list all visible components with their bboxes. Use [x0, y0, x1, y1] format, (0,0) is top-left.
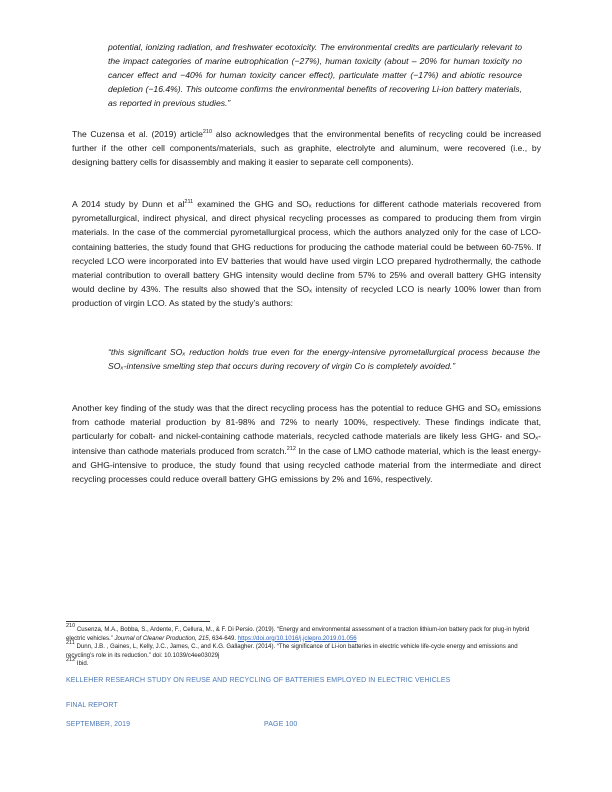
footnotes [66, 623, 546, 669]
footnote-ref-210[interactable]: 210 [202, 129, 213, 135]
footnote-number: 210 [66, 623, 76, 629]
footnote-pages: , 634-649. [208, 634, 238, 642]
footnote-210 [66, 623, 546, 643]
footnote-doi-link[interactable]: https://doi.org/10.1016/j.jclepro.2019.01.056 [237, 634, 357, 642]
page-number: PAGE 100 [264, 721, 298, 728]
quote-text: “this significant SOₓ reduction holds true even for the energy-intensive pyrometallurgical process because the SOₓ-intensive smelting step that occurs during recovery of virgin Co is completely avoided.” [108, 347, 540, 372]
footer-title: KELLEHER RESEARCH STUDY ON REUSE AND RECYCLING OF BATTERIES EMPLOYED IN ELECTRIC VEHICLES [66, 677, 451, 684]
footnote-text: Dunn, J.B. , Gaines, L, Kelly, J.C., James, C., and K.G. Gallagher. (2014). “The significance of Li-ion batteries in electric vehicle life-cycle energy and emissions and recycling’s role in its reduction.” doi: 10.1039/c4ee03029j [66, 643, 518, 659]
paragraph-text: In the case of LMO cathode material, which is the least energy- and GHG-intensive to produce, the study found that using recycled cathode material from the intermediate and direct recycling processes could reduce overall battery GHG emissions by 2% and 16%, respectively. [72, 445, 541, 485]
footnote-divider [66, 621, 210, 622]
footnote-ref-211[interactable]: 211 [184, 199, 194, 205]
footnote-journal: Journal of Cleaner Production, 215 [114, 634, 209, 642]
paragraph-dunn-study [72, 197, 541, 311]
block-quote-environmental-credits [108, 40, 522, 110]
footnote-text: Ibid. [75, 660, 89, 668]
footer-date-page [66, 721, 298, 728]
footnote-number: 211 [66, 640, 75, 647]
footnote-ref-212[interactable]: 212 [286, 445, 296, 452]
paragraph-text: examined the GHG and SOₓ reductions for different cathode materials recovered from pyrometallurgical, indirect physical, and direct physical recycling processes as compared to producing them from virgin materials. In the case of the commercial pyrometallurgical process, which the authors analyzed only for the case of LCO-containing batteries, the study found that GHG reductions for producing the cathode material could be between 60-75%. If recycled LCO were incorporated into EV batteries that would have used virgin LCO prepared hydrothermally, the cathode material contribution to overall battery GHG intensity would decline from 57% to 25% and overall battery GHG intensity would decline by 43%. The results also showed that the SOₓ intensity of recycled LCO is nearly 100% lower than from production of virgin LCO. As stated by the study’s authors: [72, 199, 541, 309]
paragraph-direct-recycling [72, 401, 541, 486]
quote-text: potential, ionizing radiation, and freshwater ecotoxicity. The environmental credits are particularly relevant to the impact categories of marine eutrophication (−27%), human toxicity (about – 20% for human toxicity no cancer effect and −40% for human toxicity cancer effect), particulate matter (−17%) and abiotic resource depletion (−16.4%). This outcome confirms the environmental benefits of recovering Li-ion battery materials, as reported in previous studies.” [108, 42, 522, 109]
block-quote-sox-reduction [108, 345, 540, 373]
paragraph-text: A 2014 study by Dunn et al [72, 199, 185, 209]
footnote-number: 212 [66, 657, 76, 664]
footnote-211 [66, 640, 546, 660]
footer-report-label: FINAL REPORT [66, 702, 118, 709]
paragraph-text: Another key finding of the study was that the direct recycling process has the potential to reduce GHG and SOₓ emissions from cathode material production by 81-98% and 72% to nearly 100%, respectively. These findings indicate that, particularly for cobalt- and nickel-containing cathode materials, recycled cathode materials are likely less GHG- and SOₓ-intensive than cathode materials produced from scratch. [72, 403, 541, 456]
paragraph-text: The Cuzensa et al. (2019) article [72, 129, 203, 139]
paragraph-cuzensa [72, 127, 541, 170]
footnote-text: Cusenza, M.A., Bobba, S., Ardente, F., Cellura, M., & F. Di Persio. (2019). “Energy and environmental assessment of a traction lithium-ion battery pack for plug-in hybrid electric vehicles.” [66, 626, 530, 642]
paragraph-text: also acknowledges that the environmental benefits of recycling could be increased further if the other cell components/materials, such as graphite, electrolyte and aluminum, were recovered (i.e., by designing battery cells for disassembly and making it easier to separate cell components). [72, 129, 541, 168]
footer-date: SEPTEMBER, 2019 [66, 721, 131, 728]
footnote-212 [66, 657, 546, 669]
